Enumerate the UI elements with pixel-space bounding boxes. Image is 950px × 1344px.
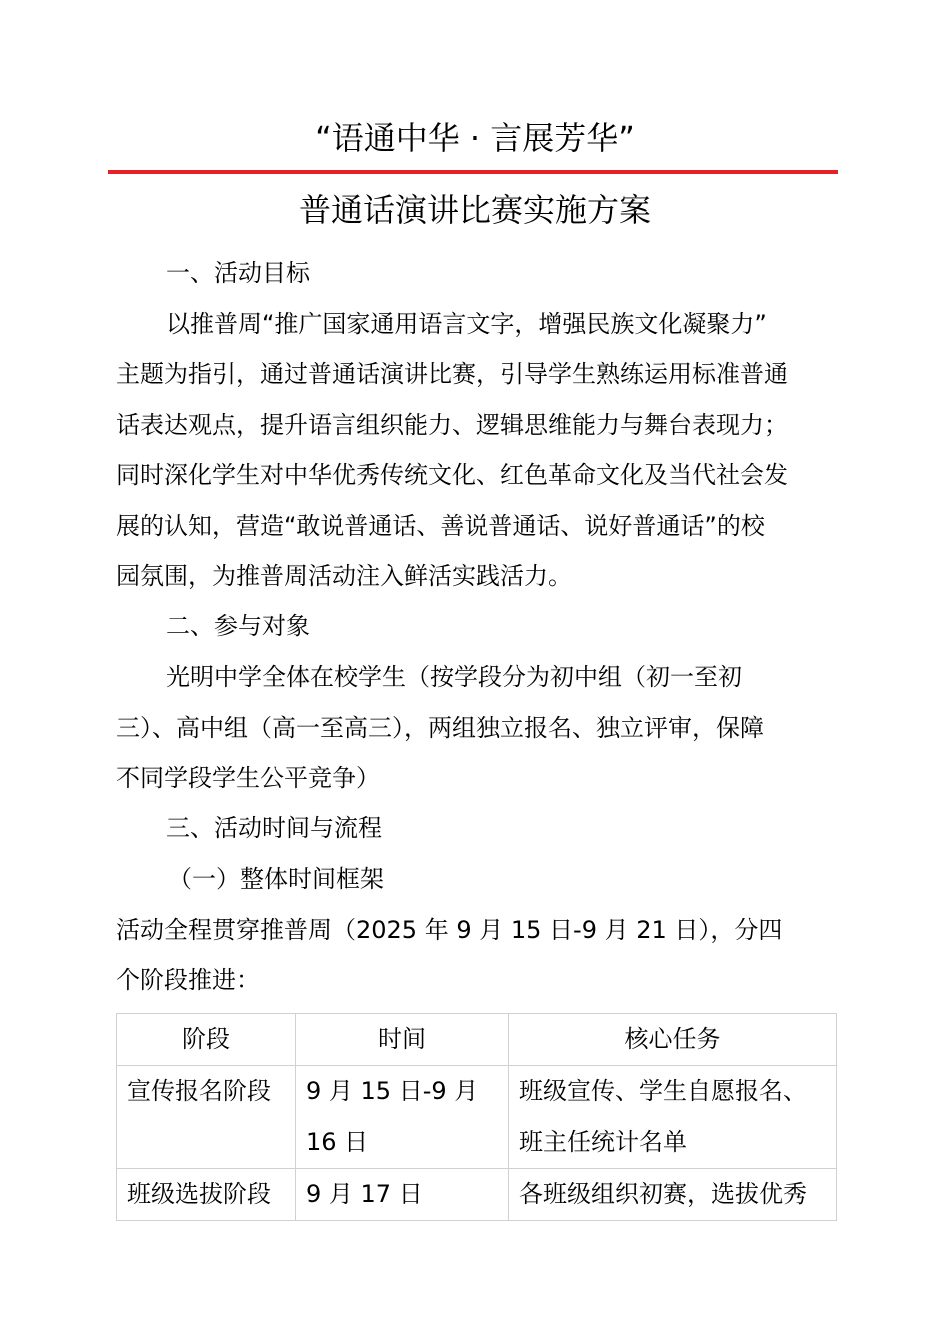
table-header-row: [117, 1014, 837, 1066]
page-subtitle: 普通话演讲比赛实施方案: [298, 191, 651, 229]
table-header-cell: 阶段: [117, 1014, 296, 1066]
paragraph-line: 以推普周“推广国家通用语言文字，增强民族文化凝聚力”: [166, 310, 767, 338]
subsection-heading: （一）整体时间框架: [168, 865, 384, 893]
table-header-cell: 核心任务: [509, 1014, 837, 1066]
paragraph-line: 同时深化学生对中华优秀传统文化、红色革命文化及当代社会发: [116, 461, 788, 489]
schedule-table: [116, 1013, 837, 1221]
paragraph-line: 展的认知，营造“敢说普通话、善说普通话、说好普通话”的校: [116, 512, 765, 540]
table-row: [117, 1066, 837, 1169]
table-cell-stage: 宣传报名阶段: [117, 1066, 296, 1169]
table-cell-task: [509, 1169, 837, 1221]
table-cell-stage: 班级选拔阶段: [117, 1169, 296, 1221]
table-cell-time: [296, 1169, 509, 1221]
paragraph-line: 活动全程贯穿推普周（2025 年 9 月 15 日-9 月 21 日），分四: [116, 916, 783, 944]
cell-line: 各班级组织初赛，选拔优秀: [519, 1180, 807, 1208]
paragraph-line: 不同学段学生公平竞争）: [116, 764, 380, 792]
section-heading-goals: 一、活动目标: [166, 259, 310, 287]
paragraph-line: 园氛围，为推普周活动注入鲜活实践活力。: [116, 562, 572, 590]
page-title: “语通中华 · 言展芳华”: [315, 119, 635, 157]
cell-line: 9 月 15 日-9 月: [306, 1077, 479, 1105]
paragraph-line: 个阶段推进：: [116, 966, 260, 994]
table-row: [117, 1169, 837, 1221]
table-cell-task: [509, 1066, 837, 1169]
paragraph-line: 三）、高中组（高一至高三），两组独立报名、独立评审，保障: [116, 714, 764, 742]
section-heading-schedule: 三、活动时间与流程: [166, 814, 382, 842]
cell-line: 9 月 17 日: [306, 1180, 423, 1208]
table-cell-time: [296, 1066, 509, 1169]
red-divider: [108, 170, 838, 174]
cell-line: 16 日: [306, 1128, 369, 1156]
cell-line: 班级宣传、学生自愿报名、: [519, 1077, 807, 1105]
paragraph-line: 光明中学全体在校学生（按学段分为初中组（初一至初: [166, 663, 742, 691]
paragraph-line: 话表达观点，提升语言组织能力、逻辑思维能力与舞台表现力；: [116, 411, 788, 439]
section-heading-participants: 二、参与对象: [166, 612, 310, 640]
cell-line: 班主任统计名单: [519, 1128, 687, 1156]
paragraph-line: 主题为指引，通过普通话演讲比赛，引导学生熟练运用标准普通: [116, 360, 788, 388]
table-header-cell: 时间: [296, 1014, 509, 1066]
